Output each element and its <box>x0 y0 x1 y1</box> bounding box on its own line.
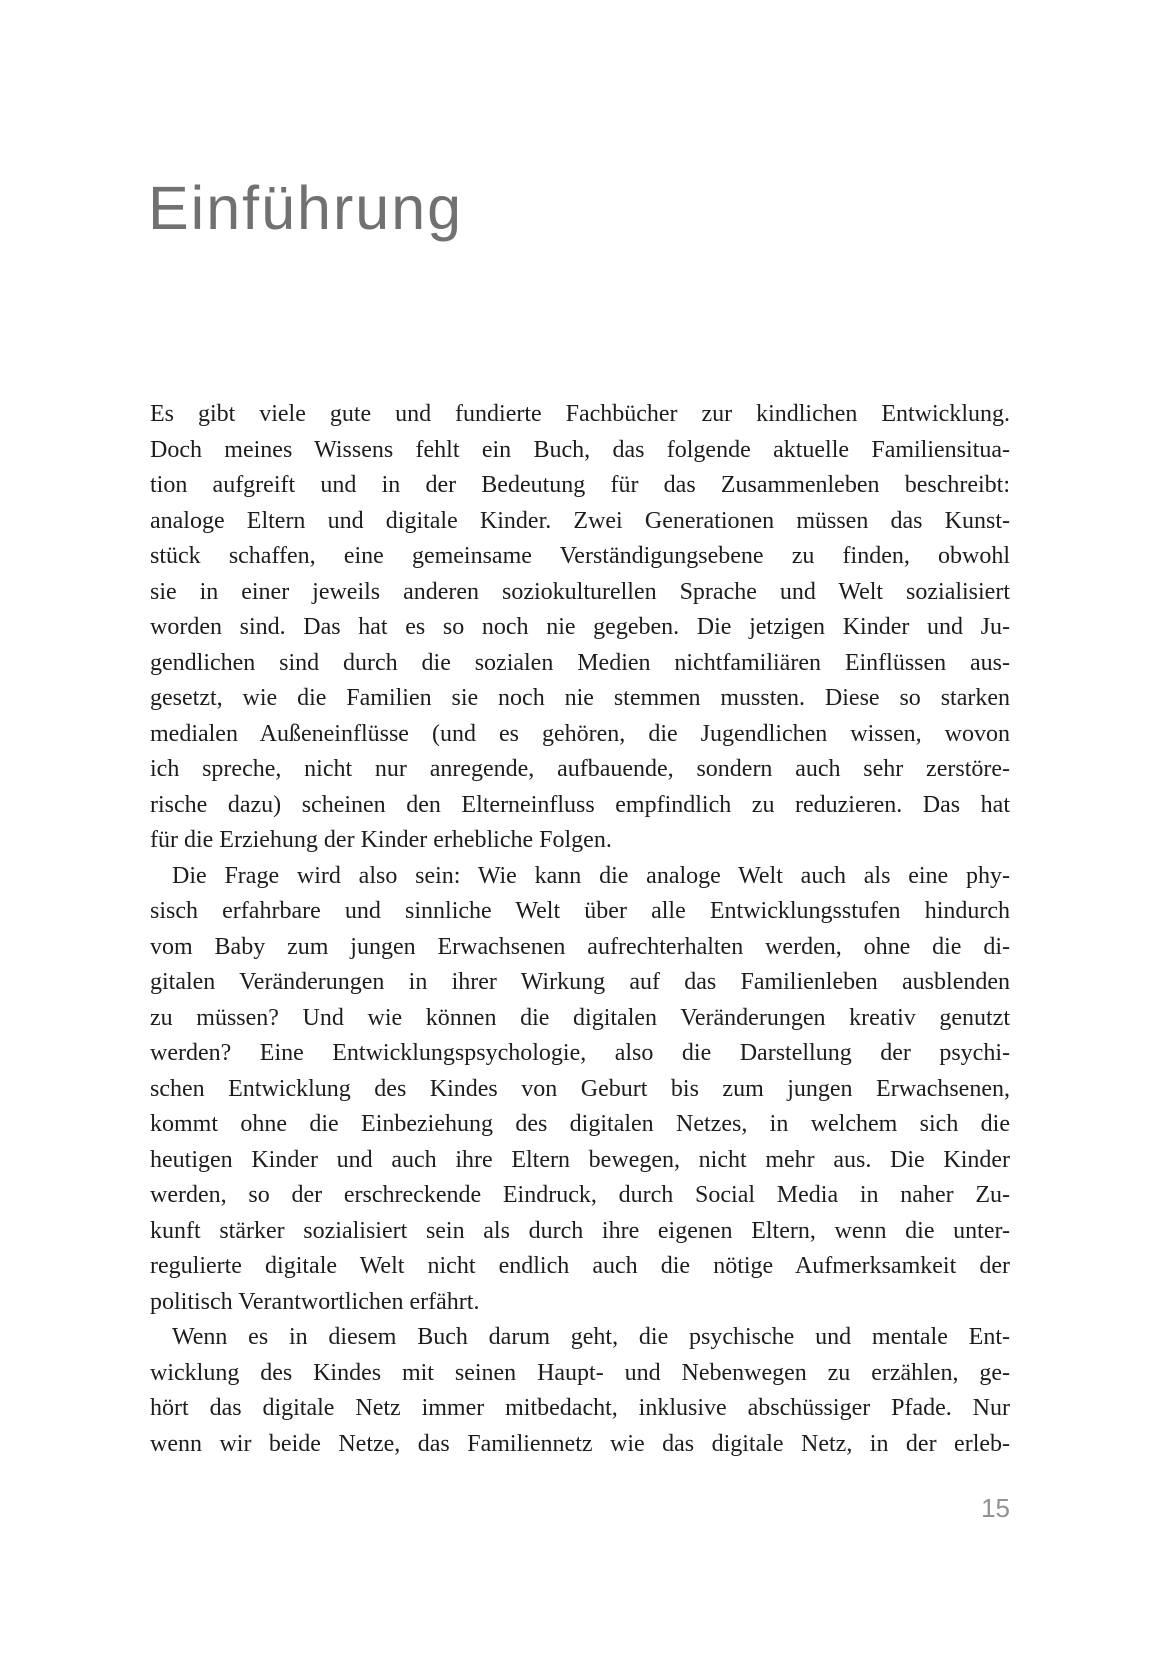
text-line: Es gibt viele gute und fundierte Fachbücher zur kindlichen Entwicklung. <box>150 401 1010 427</box>
text-line: rische dazu) scheinen den Elterneinfluss empfindlich zu reduzieren. Das hat <box>150 791 1010 818</box>
chapter-title: Einführung <box>148 174 464 242</box>
text-line: analoge Eltern und digitale Kinder. Zwei Generationen müssen das Kunst- <box>150 507 1010 534</box>
text-line: tion aufgreift und in der Bedeutung für das Zusammenleben beschreibt: <box>150 472 1010 498</box>
text-line: wenn wir beide Netze, das Familiennetz wie das digitale Netz, in der erleb- <box>150 1430 1010 1457</box>
text-line: wicklung des Kindes mit seinen Haupt- und Nebenwegen zu erzählen, ge- <box>150 1359 1010 1386</box>
page-number: 15 <box>981 1493 1010 1523</box>
text-line: regulierte digitale Welt nicht endlich auch die nötige Aufmerksamkeit der <box>150 1253 1010 1279</box>
text-line: für die Erziehung der Kinder erhebliche Folgen. <box>150 827 612 853</box>
text-line: gitalen Veränderungen in ihrer Wirkung auf das Familienleben ausblenden <box>150 969 1010 995</box>
text-line: gesetzt, wie die Familien sie noch nie stemmen mussten. Diese so starken <box>150 685 1010 711</box>
text-line: ich spreche, nicht nur anregende, aufbauende, sondern auch sehr zerstöre- <box>150 756 1010 782</box>
text-line: vom Baby zum jungen Erwachsenen aufrechterhalten werden, ohne die di- <box>150 933 1010 960</box>
text-line: worden sind. Das hat es so noch nie gegeben. Die jetzigen Kinder und Ju- <box>150 614 1010 640</box>
text-line: werden, so der erschreckende Eindruck, durch Social Media in naher Zu- <box>150 1182 1010 1208</box>
text-line: kommt ohne die Einbeziehung des digitalen Netzes, in welchem sich die <box>150 1111 1010 1137</box>
body-text <box>150 397 1010 1462</box>
text-line: schen Entwicklung des Kindes von Geburt bis zum jungen Erwachsenen, <box>150 1075 1010 1102</box>
text-line: politisch Verantwortlichen erfährt. <box>150 1288 480 1315</box>
text-line: heutigen Kinder und auch ihre Eltern bewegen, nicht mehr aus. Die Kinder <box>150 1146 1010 1173</box>
text-line: kunft stärker sozialisiert sein als durch ihre eigenen Eltern, wenn die unter- <box>150 1217 1010 1244</box>
text-line: Wenn es in diesem Buch darum geht, die psychische und mentale Ent- <box>172 1324 1010 1350</box>
text-line: gendlichen sind durch die sozialen Medien nichtfamiliären Einflüssen aus- <box>150 649 1010 676</box>
text-line: werden? Eine Entwicklungspsychologie, also die Darstellung der psychi- <box>150 1040 1010 1066</box>
text-line: Die Frage wird also sein: Wie kann die analoge Welt auch als eine phy- <box>172 862 1010 889</box>
text-line: stück schaffen, eine gemeinsame Verständigungsebene zu finden, obwohl <box>150 543 1010 569</box>
text-line: Doch meines Wissens fehlt ein Buch, das folgende aktuelle Familiensitua- <box>150 436 1010 463</box>
text-line: sie in einer jeweils anderen soziokulturellen Sprache und Welt sozialisiert <box>150 578 1010 605</box>
text-line: hört das digitale Netz immer mitbedacht, inklusive abschüssiger Pfade. Nur <box>150 1395 1010 1421</box>
text-line: medialen Außeneinflüsse (und es gehören, die Jugendlichen wissen, wovon <box>150 720 1010 747</box>
text-line: zu müssen? Und wie können die digitalen Veränderungen kreativ genutzt <box>150 1004 1010 1031</box>
text-line: sisch erfahrbare und sinnliche Welt über alle Entwicklungsstufen hindurch <box>150 898 1010 924</box>
